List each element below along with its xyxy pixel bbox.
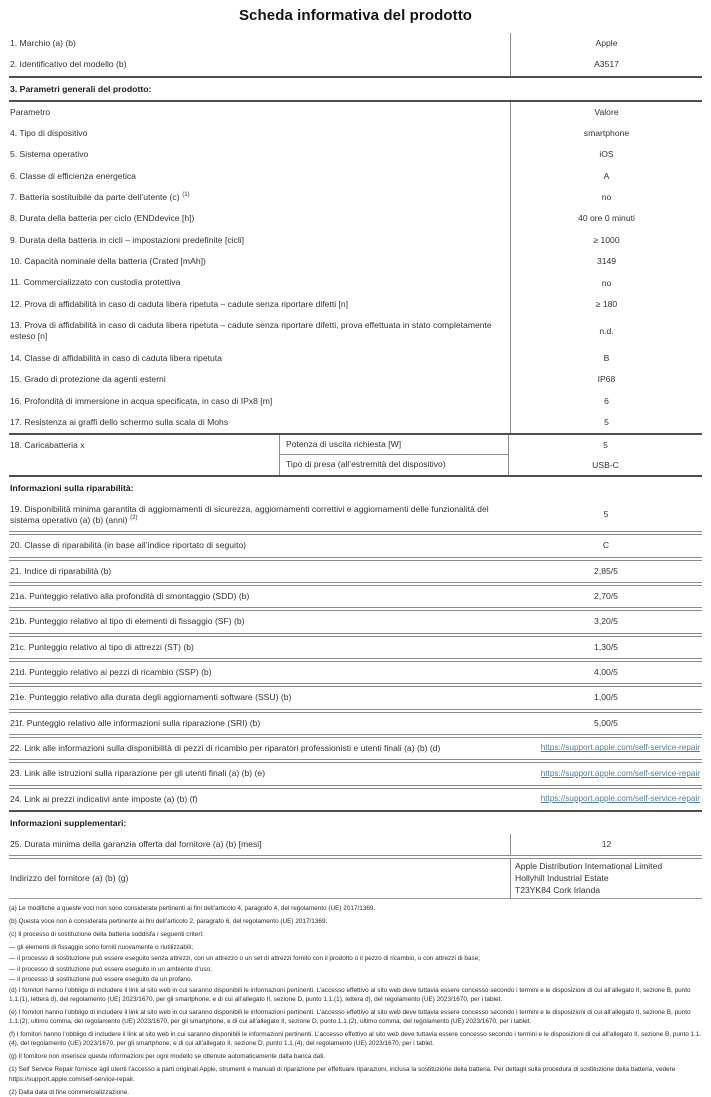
charger-subparameter-cell: Tipo di presa (all’estremità del dispositivo) (280, 454, 508, 474)
row-label: 14. Classe di affidabilità in caso di caduta libera ripetuta (10, 352, 222, 363)
row-label-cell (9, 187, 510, 208)
table-row (9, 713, 702, 734)
row-label: 7. Batteria sostituibile da parte dell’utente (c) $^{(1)}$ (10, 192, 190, 203)
charger-value-cell: USB-C (592, 459, 619, 470)
footnote-reference: (2) (128, 515, 138, 522)
table-row (9, 272, 702, 293)
row-value-cell: 5,00/5 (594, 717, 618, 728)
row-label: 16. Profondità di immersione in acqua specificata, in caso di IPx8 [m] (10, 395, 273, 406)
row-label-cell (9, 230, 510, 251)
row-label-cell (9, 499, 510, 532)
row-value-cell (490, 738, 702, 759)
row-label: 21c. Punteggio relativo al tipo di attrezzi (ST) (b) (10, 641, 194, 652)
row-label: 10. Capacità nominale della batteria (Crated [mAh]) (10, 256, 206, 267)
footnote: (a) Le modifiche a queste voci non sono considerate pertinenti ai fini dell’articolo 4, paragrafo 4, del regolamento (UE) 2017/1369. (9, 905, 376, 913)
row-label: 4. Tipo di dispositivo (10, 128, 88, 139)
row-label-cell (9, 713, 510, 734)
footnote: — il processo di sostituzione può essere eseguito da un profano. (9, 976, 193, 984)
charger-subparameter-column (279, 435, 509, 474)
row-label-cell (9, 251, 510, 272)
table-row (9, 586, 702, 607)
row-value-cell: 2,70/5 (594, 590, 618, 601)
table-row (9, 315, 702, 348)
table-row (9, 662, 702, 683)
charger-row (9, 435, 702, 474)
repair-link[interactable]: https://support.apple.com/self-service-repair (540, 794, 700, 803)
table-row (9, 54, 702, 75)
charger-value-cell: 5 (603, 440, 608, 451)
table-row (9, 738, 702, 759)
table-row (9, 535, 702, 556)
footnote: (f) I fornitori hanno l’obbligo di includere il link al sito web in cui saranno disponibili le informazioni pertinenti. L’accesso effettivo al sito web deve tuttavia essere concesso secondo i termini e le disposizioni di cui all’allegato II, sezione B, punto 1.1.(4), del regolamento (UE) 2023/1670, per gli smartphone, e di cui all’allegato II, sezione D, punto 1.1.(4), del regolamento (UE) 2023/1670, per i tablet. (9, 1031, 702, 1048)
row-label-cell (9, 123, 510, 144)
table-row (9, 412, 702, 433)
section-header-general: 3. Parametri generali del prodotto: (10, 83, 152, 94)
table-row (9, 763, 702, 784)
table-row (9, 294, 702, 315)
footnote: (c) Il processo di sostituzione della batteria soddisfa i seguenti criteri: (9, 931, 204, 939)
footnotes (9, 899, 702, 1097)
row-label-cell (9, 662, 510, 683)
general-parameter-rows (9, 123, 702, 433)
table-row (9, 166, 702, 187)
row-label: 24. Link ai prezzi indicativi ante imposte (a) (b) (f) (10, 793, 198, 804)
table-row (9, 230, 702, 251)
row-label: 21b. Punteggio relativo al tipo di elementi di fissaggio (SF) (b) (10, 616, 245, 627)
footnote: — il processo di sostituzione può essere eseguito senza attrezzi, con un attrezzo o un set di attrezzi fornito con il prodotto o il pezzo di ricambio, o con attrezzi di base; (9, 955, 481, 962)
table-row (9, 208, 702, 229)
footnote: (e) I fornitori hanno l’obbligo di includere il link al sito web in cui saranno disponibili le informazioni pertinenti. L’accesso effettivo al sito web deve tuttavia essere concesso secondo i termini e le disposizioni di cui all’allegato II, sezione B, punto 1.1.(2), ultimo comma, del regolamento (UE) 2023/1670, per gli smartphone, e di cui all’allegato II, sezione D, punto 1.1.(2), ultimo comma, del regolamento (UE) 2023/1670, per i tablet. (9, 1008, 691, 1026)
address-line: Apple Distribution International Limited (515, 861, 663, 872)
row-label-cell (9, 294, 510, 315)
page-title: Scheda informativa del prodotto (238, 7, 473, 24)
table-row (9, 33, 702, 54)
row-value-cell: IP68 (510, 369, 702, 390)
row-label-cell (9, 789, 490, 810)
supplier-address-row (9, 859, 702, 898)
row-value-cell: 6 (510, 391, 702, 412)
row-value-cell (490, 763, 702, 784)
repair-link[interactable]: https://support.apple.com/self-service-repair (540, 743, 700, 753)
row-label: 22. Link alle informazioni sulla disponibilità di pezzi di ricambio per riparatori professionisti e utenti finali (a) (b) (d) (10, 742, 441, 753)
footnote: (1) Self Service Repair fornisce agli utenti l’accesso a parti originali Apple, strumenti e manuali di riparazione per effettuare riparazioni, inclusa la sostituzione della batteria. Per dettagli sulla procedura di sostituzione della batteria, vedere https://support.apple.com/self-service-repair. (9, 1066, 676, 1083)
table-row (9, 123, 702, 144)
row-value-cell: A (510, 166, 702, 187)
row-value-cell: A3517 (510, 54, 702, 75)
table-row (9, 561, 702, 582)
row-label: Indirizzo del fornitore (a) (b) (g) (10, 873, 129, 884)
charger-subparameter-cell: Potenza di uscita richiesta [W] (286, 439, 402, 450)
row-label-cell (9, 315, 510, 348)
row-label-cell (9, 272, 510, 293)
table-row (9, 144, 702, 165)
charger-table-row (9, 435, 702, 474)
supplementary-rows (9, 834, 702, 898)
row-label: 15. Grado di protezione da agenti esterni (10, 374, 166, 385)
row-label-cell (9, 738, 490, 759)
row-value-cell: B (510, 348, 702, 369)
address-line: Hollyhill Industrial Estate (515, 872, 609, 883)
column-header-row (9, 102, 702, 123)
row-label-cell (9, 166, 510, 187)
row-label-cell (9, 102, 510, 123)
row-label: 13. Prova di affidabilità in caso di caduta libera ripetuta – cadute senza riportare difetti, prova effettuata in stato completamente esteso [n] (10, 320, 492, 342)
row-value-cell: 3,20/5 (594, 616, 618, 627)
footnote: (2) Dalla data di fine commercializzazione. (9, 1088, 130, 1096)
charger-label-cell (9, 435, 279, 474)
row-value-cell: 12 (510, 834, 702, 855)
row-label: 20. Classe di riparabilità (in base all’indice riportato di seguito) (10, 540, 246, 551)
row-label-cell (9, 586, 510, 607)
row-value-cell: 3149 (510, 251, 702, 272)
table-row (9, 251, 702, 272)
row-label-cell (9, 687, 510, 708)
row-label-cell (9, 637, 510, 658)
row-value-cell: n.d. (510, 315, 702, 348)
row-label: 21a. Punteggio relativo alla profondità di smontaggio (SDD) (b) (10, 590, 250, 601)
footnote: — gli elementi di fissaggio sono forniti nuovamente o riutilizzabili; (9, 944, 193, 952)
row-value-cell: no (510, 187, 702, 208)
row-label-cell (9, 412, 510, 433)
row-label-cell (9, 54, 510, 75)
row-label: 25. Durata minima della garanzia offerta dal fornitore (a) (b) [mesi] (10, 839, 262, 849)
table-row (9, 789, 702, 810)
row-label: 21. Indice di riparabilità (b) (10, 565, 112, 576)
row-value-cell: smartphone (510, 123, 702, 144)
row-value-cell: 2,85/5 (594, 565, 618, 576)
row-value-cell: Valore (510, 102, 702, 123)
section-header-supplementary: Informazioni supplementari: (10, 818, 127, 828)
row-value-cell: Apple (510, 33, 702, 54)
identification-rows (9, 33, 702, 76)
footnote: (b) Questa voce non è considerata pertinente ai fini dell’articolo 2, paragrafo 6, del regolamento (UE) 2017/1369. (9, 918, 328, 926)
row-label: Parametro (10, 106, 51, 117)
row-label: 17. Resistenza ai graffi dello schermo sulla scala di Mohs (10, 416, 229, 427)
row-value-cell: iOS (510, 144, 702, 165)
row-value-cell: ≥ 1000 (510, 230, 702, 251)
row-label: 12. Prova di affidabilità in caso di caduta libera ripetuta – cadute senza riportare difetti [n] (10, 298, 349, 309)
section-header-repair: Informazioni sulla riparabilità: (10, 482, 134, 493)
row-label-cell (9, 561, 510, 582)
repair-link[interactable]: https://support.apple.com/self-service-repair (540, 768, 700, 778)
row-label: 21f. Punteggio relativo alle informazioni sulla riparazione (SRI) (b) (10, 717, 261, 728)
table-row (9, 834, 702, 855)
row-label: 5. Sistema operativo (10, 149, 89, 160)
footnote: (g) Il fornitore non inserisce queste informazioni per ogni modello se ottenute automaticamente dalla banca dati. (9, 1053, 326, 1061)
row-label-cell (9, 144, 510, 165)
row-label-cell (9, 348, 510, 369)
row-label: 2. Identificativo del modello (b) (10, 59, 127, 70)
table-row (9, 102, 702, 123)
table-row (9, 187, 702, 208)
row-label: 8. Durata della batteria per ciclo (ENDdevice [h]) (10, 213, 195, 224)
table-row (9, 348, 702, 369)
row-value-cell: 40 ore 0 minuti (510, 208, 702, 229)
row-label-cell (9, 611, 510, 632)
row-label-cell (9, 391, 510, 412)
row-label: 11. Commercializzato con custodia protettiva (10, 277, 181, 288)
row-label: 9. Durata della batteria in cicli – impostazioni predefinite [cicli] (10, 234, 245, 245)
row-value-cell: ≥ 180 (510, 294, 702, 315)
row-label-cell (9, 208, 510, 229)
row-label: 19. Disponibilità minima garantita di aggiornamenti di sicurezza, aggiornamenti correttivi e aggiornamenti delle funzionalità del sistema operativo (a) (b) (anni) $^{(2)}$ (10, 503, 489, 525)
supplier-address-cell (510, 859, 702, 898)
charger-value-column (509, 435, 702, 474)
row-value-cell: C (602, 540, 610, 551)
row-label: 1. Marchio (a) (b) (10, 38, 76, 48)
table-row (9, 369, 702, 390)
row-label: 6. Classe di efficienza energetica (10, 170, 136, 181)
row-value-cell: no (510, 272, 702, 293)
row-value-cell: 4,00/5 (594, 667, 618, 678)
table-row (9, 687, 702, 708)
table-row (9, 499, 702, 532)
row-label: 18. Caricabatteria x (10, 440, 85, 451)
footnote: — il processo di sostituzione può essere eseguito in un ambiente d’uso; (9, 965, 212, 973)
row-label-cell (9, 834, 510, 855)
footnote-reference: (1) (180, 192, 190, 199)
row-label-cell (9, 33, 510, 54)
table-row (9, 611, 702, 632)
row-label-cell (9, 369, 510, 390)
row-label: 21d. Punteggio relativo ai pezzi di ricambio (SSP) (b) (10, 666, 212, 677)
row-value-cell: 1,30/5 (594, 641, 618, 652)
address-line: T23YK84 Cork Irlanda (515, 884, 601, 895)
row-label: 21e. Punteggio relativo alla durata degli aggiornamenti software (SSU) (b) (10, 692, 292, 703)
repairability-rows (9, 499, 702, 810)
table-row (9, 637, 702, 658)
row-label-cell (9, 535, 510, 556)
row-value-cell: 5 (603, 509, 609, 520)
row-value-cell (490, 789, 702, 810)
row-value-cell: 1,00/5 (594, 692, 618, 703)
row-label-cell (9, 859, 510, 898)
row-label: 23. Link alle istruzioni sulla riparazione per gli utenti finali (a) (b) (e) (10, 768, 266, 779)
footnote: (d) I fornitori hanno l’obbligo di includere il link al sito web in cui saranno disponibili le informazioni pertinenti. L’accesso effettivo al sito web deve tuttavia essere concesso secondo i termini e le disposizioni di cui all’allegato II, sezione B, punto 1.1.(1), lettera d), del regolamento (UE) 2023/1670, per gli smartphone, e di cui all’allegato II, sezione D, punto 1.1.(1), lettera d), del regolamento (UE) 2023/1670, per i tablet. (9, 986, 691, 1003)
row-label-cell (9, 763, 490, 784)
row-value-cell: 5 (510, 412, 702, 433)
table-row (9, 391, 702, 412)
